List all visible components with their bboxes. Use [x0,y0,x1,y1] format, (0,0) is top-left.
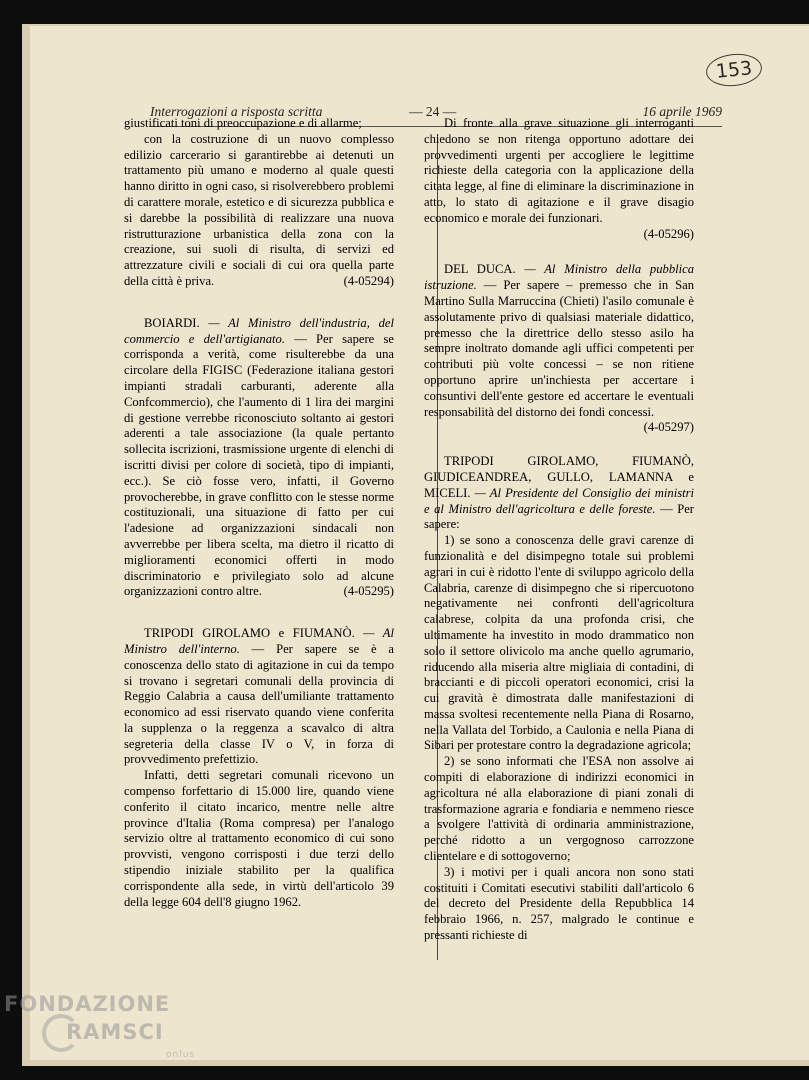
interrogation-tripodi-group [424,454,694,944]
continuation-paragraph: giustificati toni di preoccupazione e di allarme; [124,116,362,130]
running-head-date: 16 aprile 1969 [642,104,722,119]
interrogation-body-paragraph: Infatti, detti segretari comunali ricevono un compenso forfettario di 15.000 lire, quando viene conferito il citato incarico, mentre nelle altre province d'Italia (Roma compresa) per l'analogo servizio oltre al trattamento economico di cui sono provvisti, vengono corrisposti i due terzi dello stipendio iniziale stabilito per la qualifica corrispondente alla sede, in virtù dell'articolo 39 della legge 604 dell'8 giugno 1962. [124,768,394,909]
watermark-onlus: onlus [166,1050,196,1060]
minister-addressee: — Al Ministro dell'industria, del commercio e dell'artigianato. [124,315,394,346]
right-column [424,116,694,944]
interrogation-ref: (4-05294) [343,273,394,288]
continuation-text: con la costruzione di un nuovo complesso edilizio carcerario si garantirebbe ai detenuti un trattamento più umano e moderno al quale questi hanno diritto in ogni caso, si risolverebbero problemi di carattere morale, estetico e di sicurezza pubblica e si darebbe la possibilità di realizzare una nuova ristrutturazione urbanistica della zona con la creazione, sui suoli di risulta, di servizi ed attrezzature civili e sociali di cui ora quella parte della città è priva. [124,131,394,288]
watermark-line-1: FONDAZIONE [4,992,171,1016]
left-column [124,116,394,910]
interrogation-body: — Per sapere se corrisponda a verità, come risulterebbe da una circolare della FIGISC (Federazione italiana gestori impianti stradali carburanti, aderente alla Confcommercio), che l'aumento di 1 lira dei margini di gestione verrebbe riconosciuto soltanto ai gestori aderenti a tale associazione (la quale pertanto sollecita iscrizioni, trasmissione urgente di elenchi di iscritti divisi per colore di società, tipo di impianti, ecc.). Se ciò fosse vero, infatti, il Governo provocherebbe, in grave conflitto con le stesse norme costituzionali, una situazione di fatto per cui l'adesione ad organizzazioni sindacali non avverrebbe per libera scelta, ma dietro il ricatto di miglioramenti economici offerti in modo discriminatorio e privilegiato solo ad alcune organizzazioni contro altre. [124,331,394,599]
interrogation-item-3: 3) i motivi per i quali ancora non sono stati costituiti i Comitati esecutivi stabiliti dall'articolo 6 del decreto del Presidente della Repubblica 14 febbraio 1966, n. 257, malgrado le continue e pressanti richieste di [424,864,694,943]
minister-addressee: — Al Ministro dell'interno. [124,626,394,656]
minister-addressee: — Al Presidente del Consiglio dei ministri e al Ministro dell'agricoltura e delle foreste. [424,485,694,516]
interrogation-ref: (4-05296) [643,226,694,241]
author: BOIARDI. [144,315,200,330]
continuation-paragraph: Di fronte alla grave situazione gli interroganti chiedono se non ritenga opportuno adottare dei provvedimenti urgenti per accogliere le legittime richieste della categoria con la applicazione della citata legge, al fine di eliminare la discriminazione in atto, lo stato di agitazione e il grave disagio economico e morale dei funzionari. [424,116,694,225]
author: DEL DUCA. [444,262,516,277]
interrogation-body: — Per sapere se è a conoscenza dello stato di agitazione in cui da tempo si trovano i segretari comunali della provincia di Reggio Calabria a causa dell'umiliante trattamento economico ad essi riservato quando viene conferita la supplenza o la reggenza a scavalco di altra segreteria della classe IV o V, in forza di provvedimento prefettizio. [124,641,394,767]
archive-watermark [4,992,214,1072]
interrogation-tripodi-fiumano [124,626,394,910]
author: TRIPODI GIROLAMO, FIUMANÒ, GIUDICEANDREA, GULLO, LAMANNA e MICELI. [424,454,694,500]
interrogation-ref: (4-05295) [343,584,394,599]
running-head-page-number: — 24 — [409,104,457,119]
continuation-paragraph [124,132,394,290]
author: TRIPODI GIROLAMO e FIUMANÒ. [144,626,355,641]
handwritten-page-number: 153 [704,51,763,89]
running-head-title: Interrogazioni a risposta scritta [150,104,323,119]
interrogation-del-duca [424,262,694,436]
interrogation-ref: (4-05297) [643,420,694,435]
interrogation-item-2: 2) se sono informati che l'ESA non assolve ai compiti di elaborazione di indirizzi economici in agricoltura né alla elaborazione di piani zonali di trasformazione agraria e fondiaria e nemmeno riesce a svolgere l'attività di ordinaria amministrazione, perché ridotto a un vergognoso carrozzone clientelare e di sottogoverno; [424,754,694,864]
interrogation-intro: — Per sapere: [424,501,695,532]
minister-addressee: — Al Ministro della pubblica istruzione. [424,262,694,293]
watermark-line-2: RAMSCI [66,1020,164,1044]
interrogation-item-1: 1) se sono a conoscenza delle gravi carenze di funzionalità e del disimpegno totale sui problemi agrari in cui è ridotto l'ente di sviluppo agricolo della Calabria, carenze di disimpegno che si ripercuotono negativamente nei confronti dell'agricoltura calabrese, colpita da una profonda crisi, che ultimamente ha investito in modo drammatico non solo il settore olivicolo ma anche quello agrumario, riducendo alla miseria altre migliaia di contadini, di braccianti e di piccoli operatori economici, crisi la cui gravità è dimostrata dalle manifestazioni di massa svoltesi recentemente nella Piana di Rosarno, nella Vallata del Torbido, a Caulonia e nella Piana di Sibari per protestare contro la degradazione agricola; [424,533,694,753]
interrogation-boiardi [124,316,394,600]
interrogation-body: — Per sapere – premesso che in San Martino Sulla Marruccina (Chieti) l'asilo comunale è assolutamente privo di qualsiasi materiale didattico, premesso che la direttrice dello stesso asilo ha sempre inoltrato domande agli uffici competenti per contributi più volte concessi – se non ritiene opportuno aprire un'inchiesta per accertare i consuntivi dell'ente gestore ed accertare le eventuali responsabilità del distorno dei fondi concessi. [424,278,694,419]
